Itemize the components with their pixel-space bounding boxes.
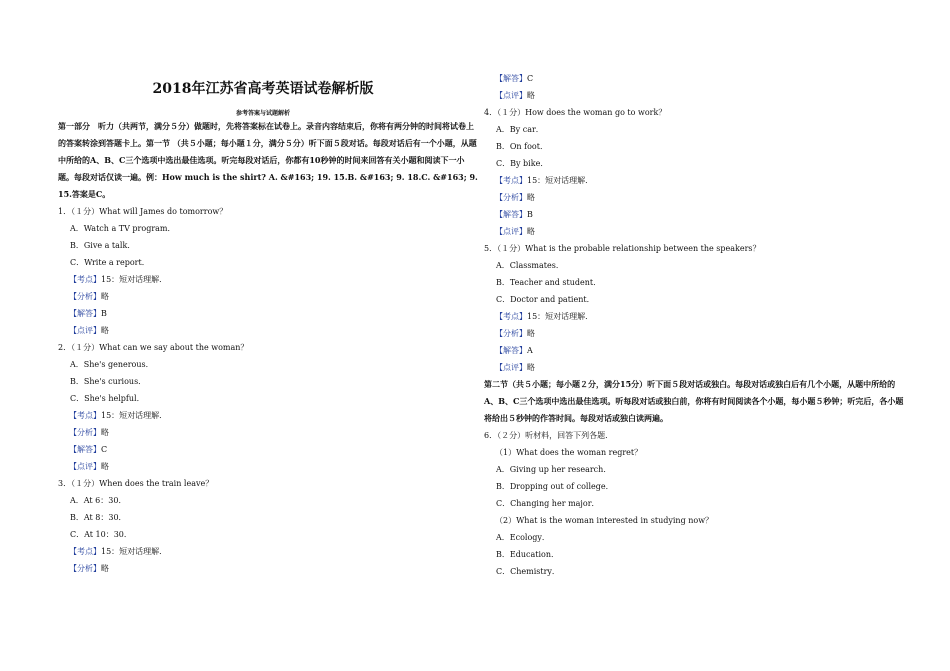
kaodian-row [484,308,904,325]
left-column [58,118,478,577]
kaodian-tag: 【考点】 [69,275,101,284]
part1-instructions: 第一部分 听力（共两节，满分５分）做题时，先将答案标在试卷上。录音内容结束后，你将有两分钟的时间将试卷上的答案转涂到答题卡上。第一节 （共５小题；每小题１分，满分５分）听下面５段对话。每段对话后有一个小题，从题中所给的A、B、C三个选项中选出最佳选项。听完每段对话后，你都有10秒钟的时间来回答有关小题和阅读下一小题。每段对话仅读一遍。例：How much is the shirt? A. &#163; 19. 15.B. &#163; 9. 18.C. &#163; 9. 15.答案是C。 [58,121,478,199]
jieda-row [484,70,904,87]
jieda-text: A [527,346,533,355]
question-1 [58,203,478,339]
jieda-text: C [101,445,108,454]
fenxi-row [58,288,478,305]
jieda-row [58,441,478,458]
question-stem: 4．（１分）How does the woman go to work？ [484,108,667,117]
right-column [484,70,904,580]
option-a: A．She's generous． [70,360,154,369]
kaodian-row [58,543,478,560]
fenxi-text: 略 [101,428,109,437]
dianping-tag: 【点评】 [69,326,101,335]
dianping-text: 略 [527,227,535,236]
section2-instructions: 第二节（共５小题；每小题２分，满分15分）听下面５段对话或独白。每段对话或独白后有几个小题，从题中所给的A、B、C三个选项中选出最佳选项。听每段对话或独白前，你将有时间阅读各个小题，每小题５秒钟；听完后，各小题将给出５秒钟的作答时间。每段对话或独白读两遍。 [484,379,904,423]
kaodian-text: 15：短对话理解． [527,312,594,321]
kaodian-row [58,407,478,424]
jieda-tag: 【解答】 [69,309,101,318]
kaodian-text: 15：短对话理解． [101,547,168,556]
question-stem: 5．（１分）What is the probable relationship between the speakers？ [484,244,761,253]
option-b: B．Education． [496,550,559,559]
kaodian-text: 15：短对话理解． [101,411,168,420]
option-c: C．Write a report． [70,258,150,267]
kaodian-tag: 【考点】 [69,411,101,420]
dianping-row [484,223,904,240]
fenxi-row [484,189,904,206]
fenxi-text: 略 [101,564,109,573]
question-2 [58,339,478,475]
option-c: C．At 10：30． [70,530,132,539]
jieda-tag: 【解答】 [495,74,527,83]
option-c: C．Changing her major． [496,499,600,508]
dianping-text: 略 [527,363,535,372]
kaodian-tag: 【考点】 [495,312,527,321]
fenxi-text: 略 [527,329,535,338]
option-c: C．Chemistry． [496,567,560,576]
option-b: B．On foot． [496,142,548,151]
dianping-tag: 【点评】 [69,462,101,471]
question-3-continued [484,70,904,104]
fenxi-text: 略 [527,193,535,202]
option-c: C．She's helpful． [70,394,145,403]
question-stem: 6．（２分）听材料，回答下列各题． [484,431,614,440]
option-b: B．Dropping out of college． [496,482,614,491]
jieda-tag: 【解答】 [69,445,101,454]
fenxi-row [484,325,904,342]
option-a: A．Watch a TV program． [70,224,176,233]
question-stem: 2．（１分）What can we say about the woman？ [58,343,249,352]
dianping-row [58,458,478,475]
option-a: A．Giving up her research． [496,465,612,474]
jieda-row [484,206,904,223]
option-b: B．At 8：30． [70,513,127,522]
fenxi-row [58,424,478,441]
question-stem: 3．（１分）When does the train leave？ [58,479,214,488]
dianping-row [484,359,904,376]
jieda-text: B [527,210,533,219]
kaodian-tag: 【考点】 [69,547,101,556]
fenxi-tag: 【分析】 [495,329,527,338]
jieda-row [484,342,904,359]
jieda-tag: 【解答】 [495,346,527,355]
jieda-text: B [101,309,107,318]
question-5 [484,240,904,376]
question-6 [484,427,904,580]
jieda-row [58,305,478,322]
kaodian-text: 15：短对话理解． [101,275,168,284]
fenxi-tag: 【分析】 [495,193,527,202]
fenxi-tag: 【分析】 [69,428,101,437]
page-subtitle: 参考答案与试题解析 [235,110,290,117]
question-3 [58,475,478,577]
dianping-tag: 【点评】 [495,363,527,372]
option-b: B．Give a talk． [70,241,136,250]
option-a: A．Ecology． [496,533,550,542]
jieda-tag: 【解答】 [495,210,527,219]
fenxi-tag: 【分析】 [69,292,101,301]
fenxi-tag: 【分析】 [69,564,101,573]
jieda-text: C [527,74,534,83]
option-a: A．At 6：30． [70,496,127,505]
option-b: B．She's curious． [70,377,147,386]
dianping-row [484,87,904,104]
sub-question-2: （2）What is the woman interested in studying now？ [495,516,714,525]
kaodian-text: 15：短对话理解． [527,176,594,185]
dianping-tag: 【点评】 [495,227,527,236]
option-a: A．Classmates． [496,261,564,270]
fenxi-text: 略 [101,292,109,301]
question-4 [484,104,904,240]
dianping-text: 略 [101,462,109,471]
option-a: A．By car． [496,125,544,134]
dianping-text: 略 [527,91,535,100]
kaodian-row [58,271,478,288]
kaodian-tag: 【考点】 [495,176,527,185]
sub-question-1: （1）What does the woman regret？ [495,448,643,457]
option-c: C．Doctor and patient． [496,295,595,304]
dianping-text: 略 [101,326,109,335]
dianping-tag: 【点评】 [495,91,527,100]
option-c: C．By bike． [496,159,549,168]
question-stem: 1．（１分）What will James do tomorrow？ [58,207,228,216]
option-b: B．Teacher and student． [496,278,602,287]
kaodian-row [484,172,904,189]
fenxi-row [58,560,478,577]
page-title: 2018年江苏省高考英语试卷解析版 [152,81,374,97]
dianping-row [58,322,478,339]
